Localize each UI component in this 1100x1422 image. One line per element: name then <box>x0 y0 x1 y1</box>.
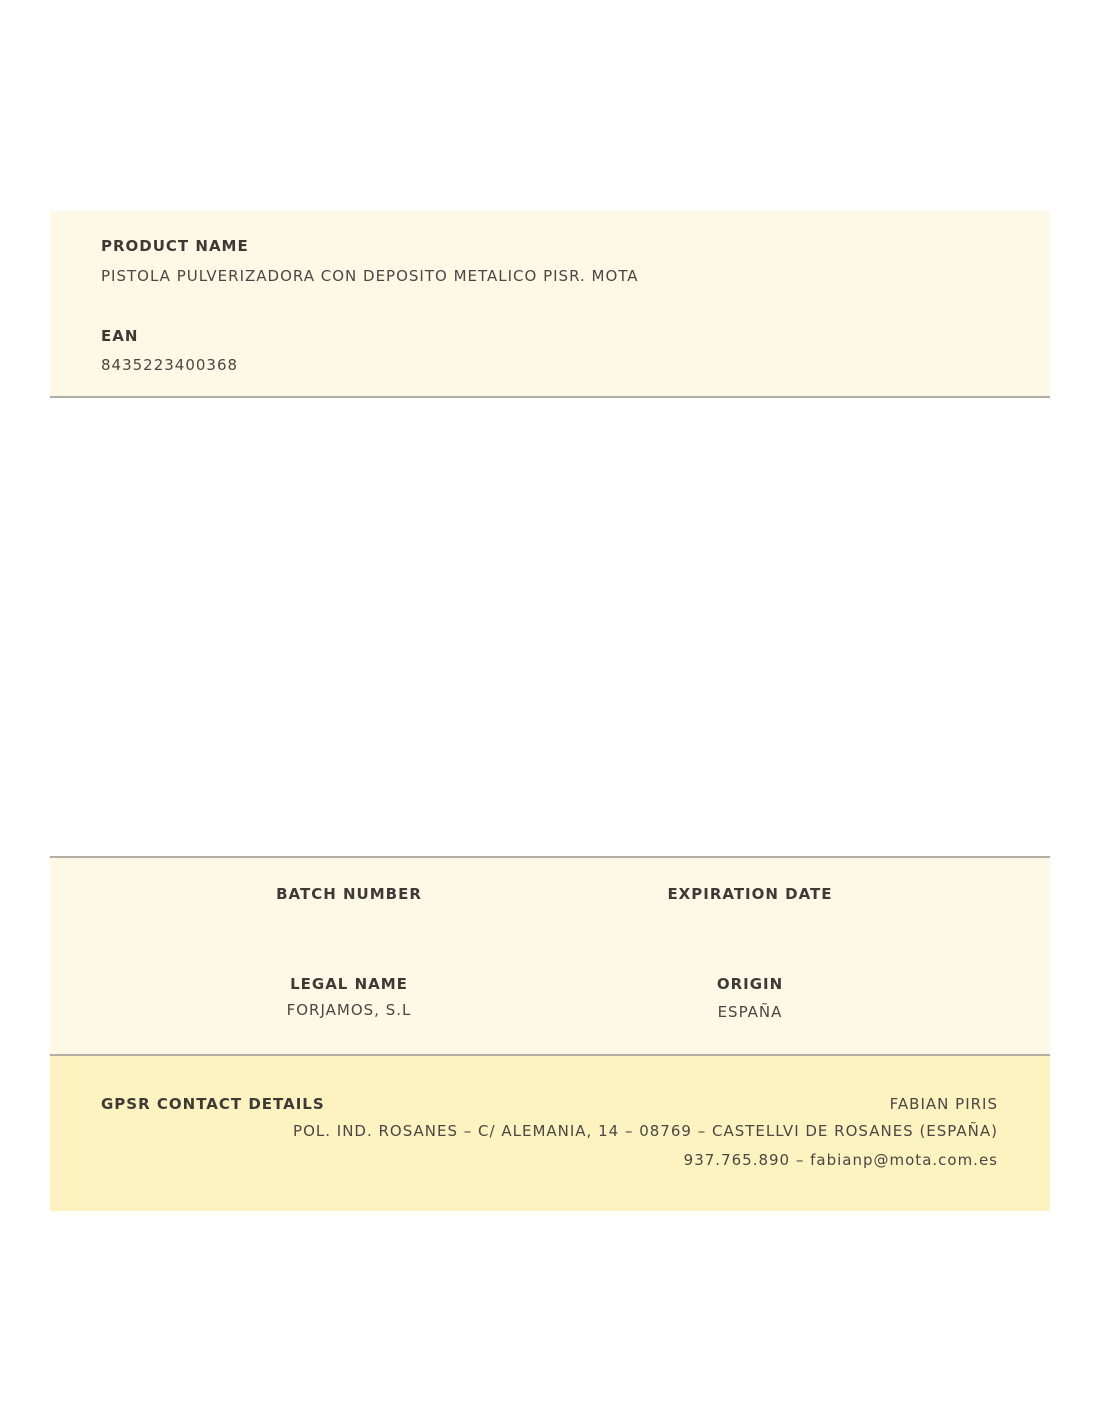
batch-number-label: BATCH NUMBER <box>276 885 422 903</box>
product-section <box>50 211 1050 398</box>
legal-name-field <box>199 975 499 1019</box>
contact-address: POL. IND. ROSANES – C/ ALEMANIA, 14 – 08769 – CASTELLVI DE ROSANES (ESPAÑA) <box>293 1122 998 1140</box>
product-name-value: PISTOLA PULVERIZADORA CON DEPOSITO METALICO PISR. MOTA <box>101 267 639 285</box>
product-name-label: PRODUCT NAME <box>101 237 249 255</box>
ean-label: EAN <box>101 327 139 345</box>
contact-section <box>50 1056 1050 1211</box>
contact-person: FABIAN PIRIS <box>889 1095 998 1113</box>
origin-label: ORIGIN <box>716 975 784 993</box>
legal-name-label: LEGAL NAME <box>290 975 408 993</box>
ean-value: 8435223400368 <box>101 356 239 374</box>
contact-phone-email: 937.765.890 – fabianp@mota.com.es <box>683 1151 998 1169</box>
batch-number-field <box>199 885 499 911</box>
legal-name-value: FORJAMOS, S.L <box>286 1001 412 1019</box>
expiration-date-field <box>600 885 900 911</box>
origin-field <box>600 975 900 1021</box>
gpsr-contact-label: GPSR CONTACT DETAILS <box>101 1095 325 1113</box>
details-section <box>50 856 1050 1056</box>
expiration-date-label: EXPIRATION DATE <box>667 885 833 903</box>
origin-value: ESPAÑA <box>717 1003 783 1021</box>
